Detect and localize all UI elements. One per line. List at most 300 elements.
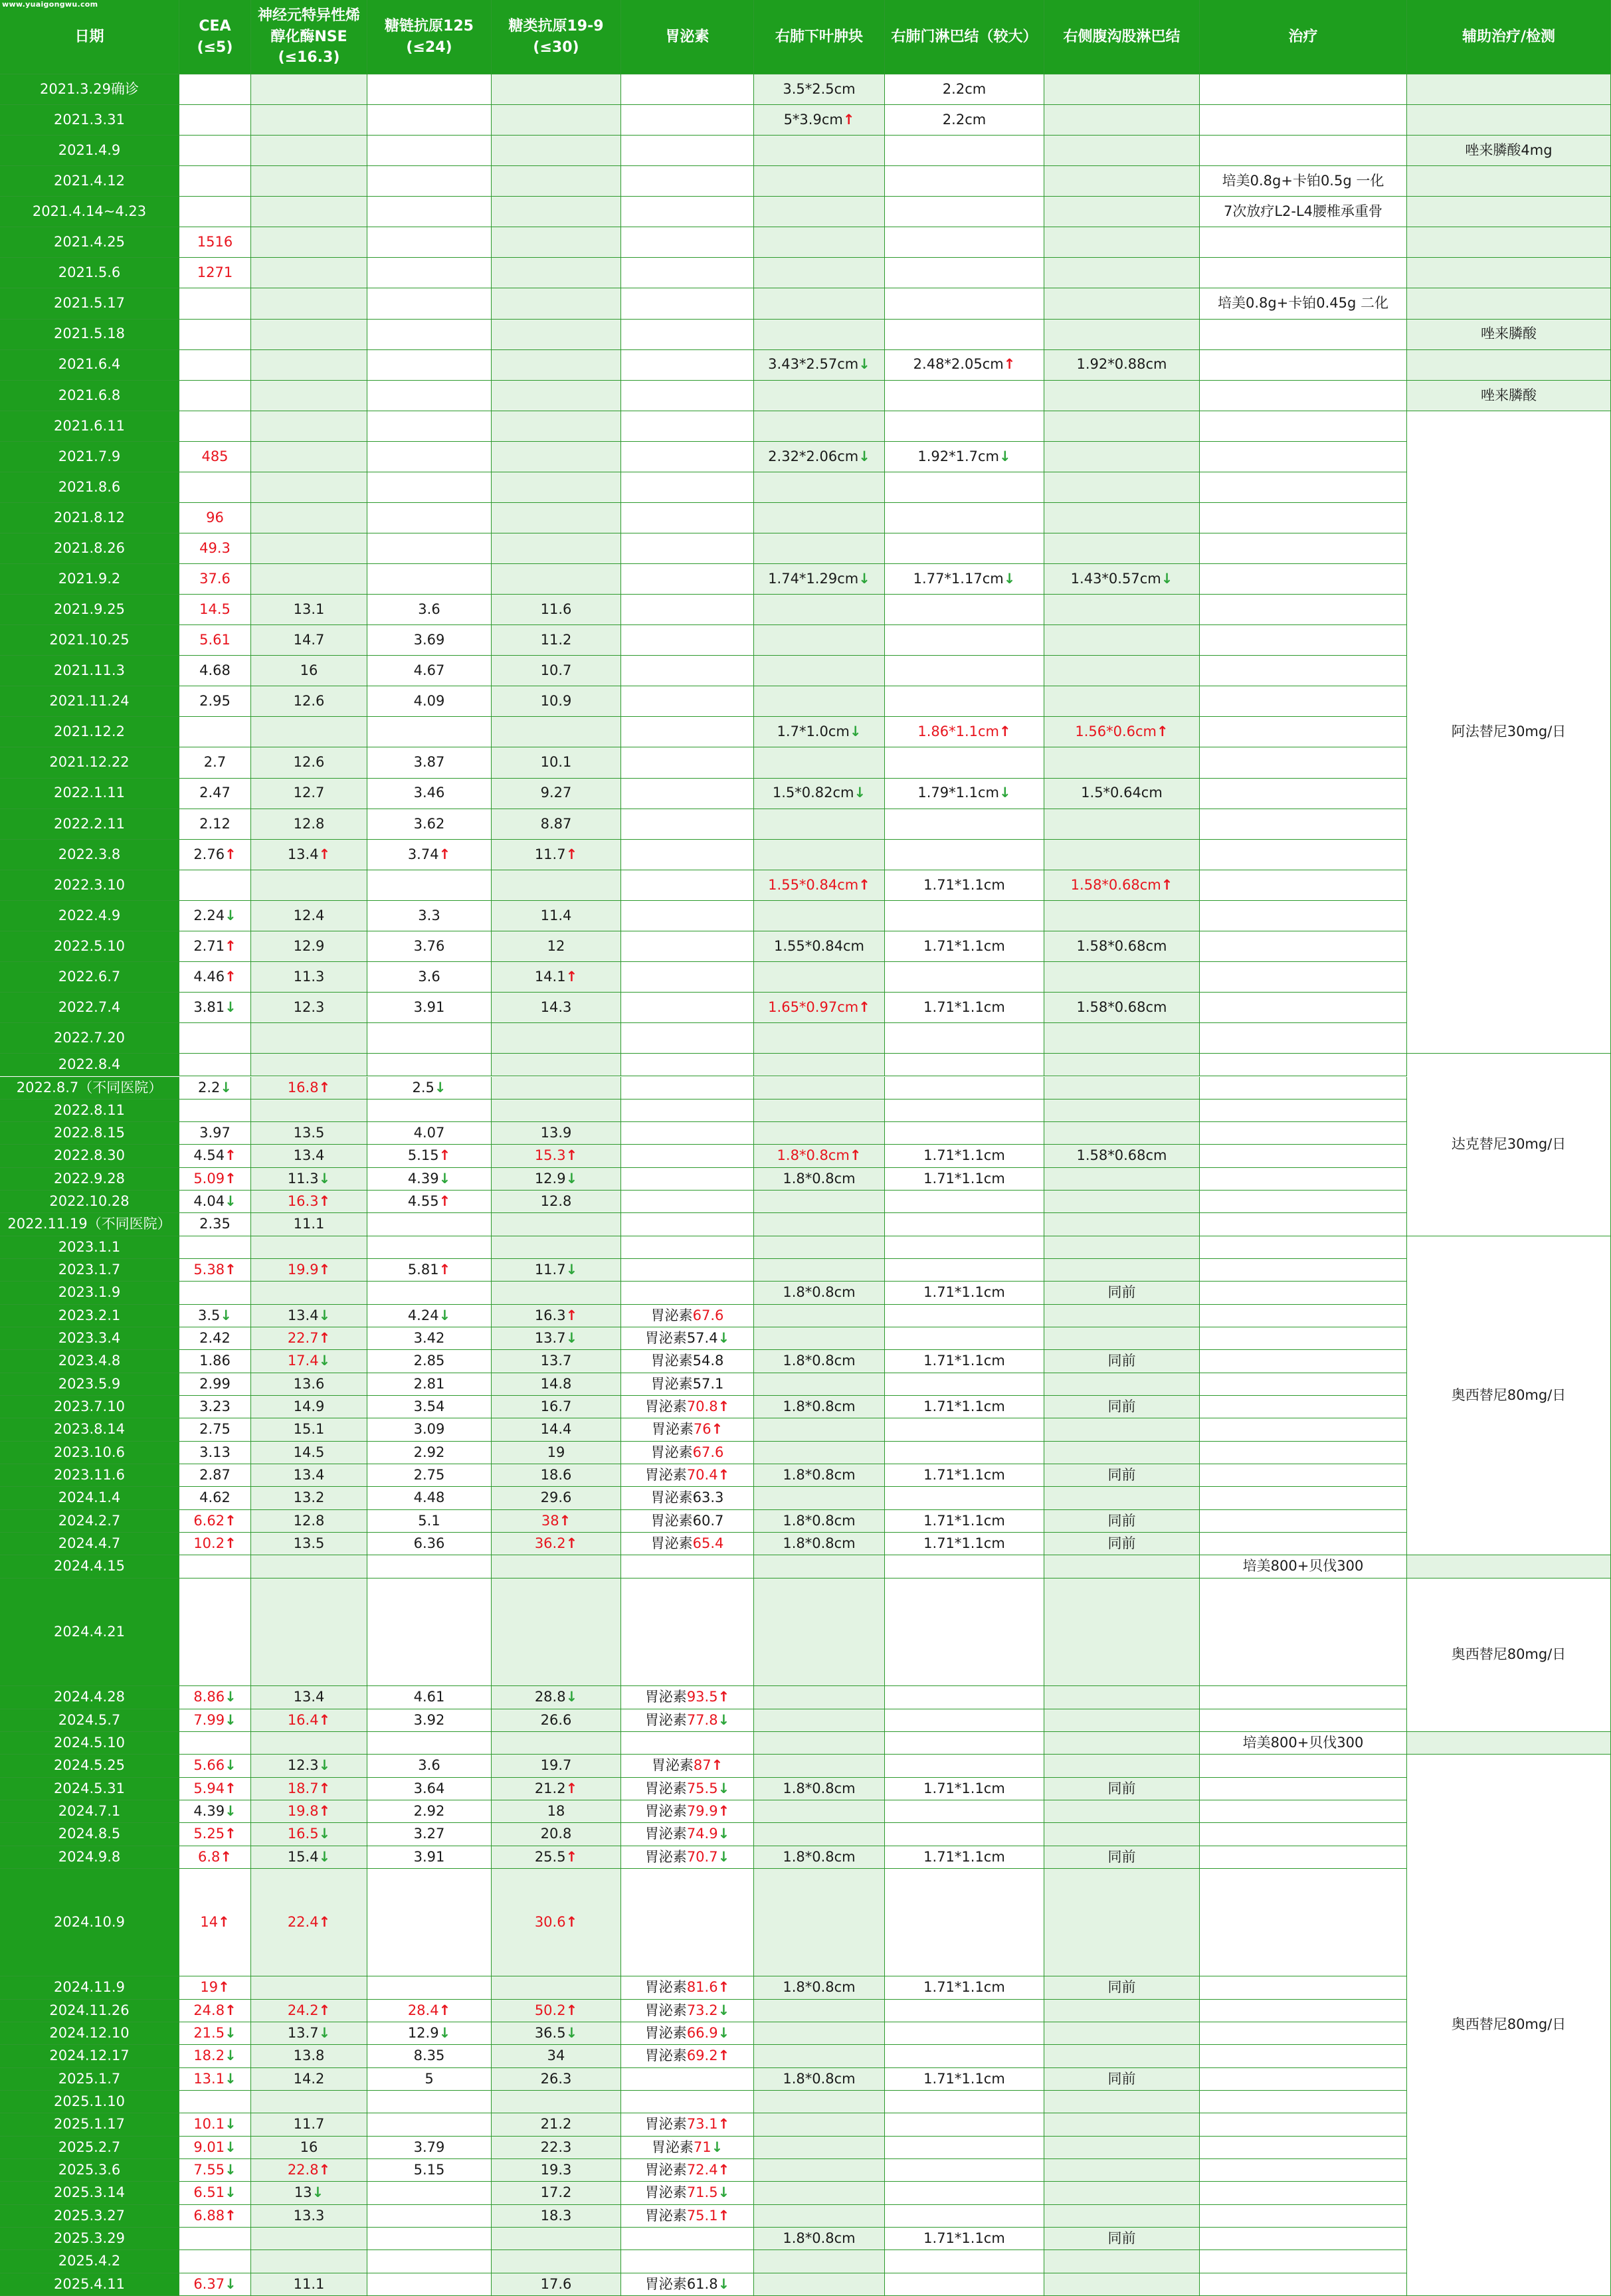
right-inguinal-node-cell: 同前 [1044,1350,1200,1373]
ca199-cell: 18.3 [492,2205,621,2228]
ca199-cell: 14.8 [492,1373,621,1396]
ca199-cell [492,105,621,136]
right-inguinal-node-cell [1044,1686,1200,1709]
treatment-cell [1200,1168,1407,1191]
ca199-cell [492,472,621,503]
right-inguinal-node-cell [1044,503,1200,533]
ca125-cell: 3.27 [367,1823,492,1846]
arrow-down-icon: ↓ [318,1353,331,1369]
nse-cell [251,503,367,533]
gastrin-cell [621,1282,754,1304]
right-inguinal-node-cell [1044,1122,1200,1145]
right-hilar-node-cell [885,901,1044,931]
treatment-cell [1200,2273,1407,2296]
treatment-cell: 培美800+贝伐300 [1200,1732,1407,1755]
ca125-cell [367,1578,492,1687]
nse-cell: 22.4 ↑ [251,1869,367,1977]
right-hilar-node-cell [885,166,1044,197]
right-lower-lobe-mass-cell [754,472,885,503]
date-cell: 2021.11.3 [0,656,179,686]
nse-cell: 19.9 ↑ [251,1259,367,1282]
gastrin-cell: 胃泌素 57.4 ↓ [621,1327,754,1350]
treatment-cell [1200,2068,1407,2091]
right-lower-lobe-mass-cell: 1.8*0.8cm [754,1846,885,1869]
right-hilar-node-cell [885,1755,1044,1777]
ca199-cell [492,258,621,288]
cea-cell: 3.13 [179,1442,251,1464]
ca199-cell: 25.5 ↑ [492,1846,621,1869]
right-inguinal-node-cell: 同前 [1044,2068,1200,2091]
right-hilar-node-cell: 2.2cm [885,74,1044,105]
treatment-cell [1200,2182,1407,2204]
right-hilar-node-cell [885,1236,1044,1259]
treatment-cell [1200,2000,1407,2022]
gastrin-cell [621,2228,754,2250]
gastrin-cell: 胃泌素 67.6 [621,1305,754,1327]
treatment-cell [1200,350,1407,381]
nse-cell: 12.4 [251,901,367,931]
cea-cell: 4.68 [179,656,251,686]
ca199-cell: 14.1 ↑ [492,962,621,993]
cea-cell [179,136,251,166]
date-cell: 2024.11.26 [0,2000,179,2022]
right-inguinal-node-cell [1044,2182,1200,2204]
right-lower-lobe-mass-cell [754,595,885,625]
right-hilar-node-cell [885,1686,1044,1709]
date-cell: 2025.3.14 [0,2182,179,2204]
cea-cell [179,1236,251,1259]
arrow-up-icon: ↑ [858,876,870,893]
ca125-cell [367,381,492,411]
cea-cell: 4.04 ↓ [179,1191,251,1213]
date-cell: 2021.9.2 [0,564,179,595]
arrow-up-icon: ↑ [438,846,451,862]
ca199-cell [492,288,621,319]
right-lower-lobe-mass-cell [754,1823,885,1846]
treatment-cell [1200,1282,1407,1304]
treatment-merged-cell: 奥西替尼80mg/日 [1407,1578,1611,1732]
treatment-cell [1200,1533,1407,1555]
nse-cell: 13.6 [251,1373,367,1396]
date-cell: 2024.10.9 [0,1869,179,1977]
nse-cell: 12.9 [251,931,367,962]
nse-cell: 11.3 ↓ [251,1168,367,1191]
nse-cell: 12.7 [251,779,367,809]
nse-cell: 24.2 ↑ [251,2000,367,2022]
right-hilar-node-cell [885,1305,1044,1327]
ca125-cell: 3.6 [367,1755,492,1777]
date-cell: 2021.4.14~4.23 [0,197,179,227]
arrow-up-icon: ↑ [717,2207,730,2224]
gastrin-cell: 胃泌素 71 ↓ [621,2137,754,2159]
ca199-cell: 19.7 [492,1755,621,1777]
nse-cell [251,381,367,411]
gastrin-cell [621,320,754,350]
arrow-up-icon: ↑ [849,1147,862,1164]
nse-cell: 13.4 ↓ [251,1305,367,1327]
right-inguinal-node-cell [1044,1305,1200,1327]
arrow-down-icon: ↓ [717,2025,730,2042]
cea-cell: 13.1 ↓ [179,2068,251,2091]
nse-cell [251,472,367,503]
arrow-down-icon: ↓ [318,2025,331,2042]
gastrin-cell: 胃泌素 65.4 [621,1533,754,1555]
arrow-up-icon: ↑ [438,1147,451,1164]
gastrin-cell [621,993,754,1023]
right-lower-lobe-mass-cell [754,1755,885,1777]
right-lower-lobe-mass-cell [754,1418,885,1441]
treatment-cell [1200,1686,1407,1709]
nse-cell: 22.8 ↑ [251,2159,367,2182]
right-lower-lobe-mass-cell [754,1555,885,1578]
ca199-cell: 38 ↑ [492,1510,621,1533]
treatment-cell [1200,258,1407,288]
ca125-cell: 3.79 [367,2137,492,2159]
arrow-up-icon: ↑ [565,1307,578,1323]
header-date: 日期 [0,0,179,74]
cea-cell: 4.46 ↑ [179,962,251,993]
cea-cell [179,1732,251,1755]
right-inguinal-node-cell: 1.58*0.68cm ↑ [1044,870,1200,901]
arrow-up-icon: ↑ [225,2002,237,2018]
treatment-cell [1200,1327,1407,1350]
right-hilar-node-cell [885,2182,1044,2204]
gastrin-cell: 胃泌素 73.1 ↑ [621,2113,754,2136]
right-hilar-node-cell: 1.71*1.1cm [885,870,1044,901]
cea-cell: 2.24 ↓ [179,901,251,931]
arrow-up-icon: ↑ [711,1757,723,1774]
ca125-cell: 4.48 [367,1487,492,1509]
ca199-cell: 50.2 ↑ [492,2000,621,2022]
right-hilar-node-cell [885,1578,1044,1687]
right-lower-lobe-mass-cell [754,2182,885,2204]
arrow-down-icon: ↓ [318,1848,331,1865]
arrow-up-icon: ↑ [717,2162,730,2178]
nse-cell [251,870,367,901]
ca199-cell [492,1976,621,1999]
nse-cell [251,74,367,105]
nse-cell: 16.8 ↑ [251,1077,367,1100]
right-lower-lobe-mass-cell [754,136,885,166]
arrow-up-icon: ↑ [318,1780,331,1796]
gastrin-cell [621,931,754,962]
right-hilar-node-cell [885,1023,1044,1054]
ca125-cell [367,442,492,472]
arrow-down-icon: ↓ [717,1848,730,1865]
arrow-down-icon: ↓ [225,2116,237,2133]
date-cell: 2022.9.28 [0,1168,179,1191]
ca199-cell [492,1077,621,1100]
nse-cell [251,1578,367,1687]
arrow-down-icon: ↓ [1161,570,1173,587]
cea-cell: 49.3 [179,533,251,564]
arrow-down-icon: ↓ [438,1307,451,1323]
ca125-cell: 8.35 [367,2045,492,2067]
header-nse: 神经元特异性烯醇化酶NSE (≤16.3) [251,0,367,74]
ca199-cell: 14.3 [492,993,621,1023]
right-inguinal-node-cell [1044,1555,1200,1578]
arrow-up-icon: ↑ [220,1848,232,1865]
date-cell: 2023.2.1 [0,1305,179,1327]
nse-cell [251,1732,367,1755]
right-inguinal-node-cell [1044,320,1200,350]
gastrin-cell [621,1023,754,1054]
ca199-cell [492,1555,621,1578]
ca199-cell: 11.2 [492,625,621,656]
right-inguinal-node-cell [1044,166,1200,197]
ca199-cell [492,74,621,105]
ca199-cell [492,870,621,901]
right-inguinal-node-cell [1044,686,1200,717]
cea-cell: 2.42 [179,1327,251,1350]
nse-cell: 13.7 ↓ [251,2022,367,2045]
date-cell: 2022.8.7（不同医院） [0,1077,179,1100]
arrow-up-icon: ↑ [225,1147,237,1164]
right-inguinal-node-cell [1044,840,1200,870]
treatment-cell [1200,2228,1407,2250]
arrow-down-icon: ↓ [438,2025,451,2042]
right-lower-lobe-mass-cell: 1.8*0.8cm [754,1976,885,1999]
right-inguinal-node-cell [1044,1755,1200,1777]
ca199-cell: 10.1 [492,747,621,778]
arrow-up-icon: ↑ [1161,876,1173,893]
right-hilar-node-cell [885,1869,1044,1977]
ca125-cell [367,1869,492,1977]
right-hilar-node-cell [885,1800,1044,1823]
date-cell: 2025.1.10 [0,2091,179,2113]
gastrin-cell [621,779,754,809]
date-cell: 2022.10.28 [0,1191,179,1213]
cea-cell [179,411,251,442]
right-lower-lobe-mass-cell [754,1578,885,1687]
ca125-cell: 3.3 [367,901,492,931]
treatment-cell: 培美800+贝伐300 [1200,1555,1407,1578]
nse-cell [251,442,367,472]
treatment-cell [1200,2137,1407,2159]
aux-treatment-cell [1407,105,1611,136]
right-inguinal-node-cell [1044,1213,1200,1236]
arrow-up-icon: ↑ [565,1848,578,1865]
gastrin-cell: 胃泌素 70.8 ↑ [621,1396,754,1418]
cea-cell: 485 [179,442,251,472]
gastrin-cell: 胃泌素 63.3 [621,1487,754,1509]
treatment-cell [1200,227,1407,258]
arrow-down-icon: ↓ [225,2162,237,2178]
gastrin-cell [621,1122,754,1145]
date-cell: 2021.8.26 [0,533,179,564]
ca199-cell [492,320,621,350]
cea-cell: 2.2 ↓ [179,1077,251,1100]
cea-cell: 4.54 ↑ [179,1145,251,1167]
aux-treatment-cell [1407,350,1611,381]
ca125-cell: 3.54 [367,1396,492,1418]
gastrin-cell [621,1213,754,1236]
date-cell: 2025.2.7 [0,2137,179,2159]
right-inguinal-node-cell [1044,1823,1200,1846]
gastrin-cell: 胃泌素 57.1 [621,1373,754,1396]
cea-cell [179,381,251,411]
arrow-up-icon: ↑ [225,1535,237,1551]
gastrin-cell: 胃泌素 79.9 ↑ [621,1800,754,1823]
ca199-cell: 9.27 [492,779,621,809]
cea-cell: 21.5 ↓ [179,2022,251,2045]
right-inguinal-node-cell: 同前 [1044,1976,1200,1999]
ca125-cell [367,1282,492,1304]
nse-cell: 13.5 [251,1533,367,1555]
treatment-cell [1200,625,1407,656]
date-cell: 2024.4.15 [0,1555,179,1578]
nse-cell: 14.7 [251,625,367,656]
right-inguinal-node-cell: 1.58*0.68cm [1044,931,1200,962]
right-hilar-node-cell [885,656,1044,686]
ca125-cell [367,2113,492,2136]
right-lower-lobe-mass-cell: 2.32*2.06cm ↓ [754,442,885,472]
arrow-up-icon: ↑ [225,1262,237,1278]
treatment-cell [1200,1373,1407,1396]
right-lower-lobe-mass-cell [754,809,885,840]
treatment-cell [1200,962,1407,993]
cea-cell [179,2250,251,2273]
ca199-cell [492,503,621,533]
date-cell: 2023.1.9 [0,1282,179,1304]
ca125-cell: 2.92 [367,1800,492,1823]
ca125-cell [367,350,492,381]
arrow-up-icon: ↑ [318,2162,331,2178]
right-inguinal-node-cell [1044,747,1200,778]
arrow-up-icon: ↑ [1157,723,1169,740]
ca125-cell [367,2250,492,2273]
ca199-cell: 19.3 [492,2159,621,2182]
right-inguinal-node-cell [1044,105,1200,136]
treatment-cell [1200,74,1407,105]
arrow-down-icon: ↓ [225,1757,237,1774]
right-lower-lobe-mass-cell: 1.8*0.8cm [754,1282,885,1304]
header-ca199: 糖类抗原19-9 (≤30) [492,0,621,74]
ca199-cell: 8.87 [492,809,621,840]
nse-cell [251,320,367,350]
nse-cell: 11.1 [251,2273,367,2296]
ca125-cell [367,105,492,136]
arrow-up-icon: ↑ [318,1262,331,1278]
nse-cell: 15.4 ↓ [251,1846,367,1869]
ca125-cell [367,197,492,227]
aux-treatment-cell [1407,288,1611,319]
treatment-merged-cell: 阿法替尼30mg/日 [1407,411,1611,1054]
right-hilar-node-cell [885,2137,1044,2159]
date-cell: 2023.4.8 [0,1350,179,1373]
date-cell: 2024.11.9 [0,1976,179,1999]
date-cell: 2023.10.6 [0,1442,179,1464]
right-hilar-node-cell [885,258,1044,288]
right-inguinal-node-cell [1044,2113,1200,2136]
gastrin-cell [621,442,754,472]
ca199-cell: 15.3 ↑ [492,1145,621,1167]
nse-cell [251,1054,367,1076]
cea-cell: 2.12 [179,809,251,840]
cea-cell: 3.97 [179,1122,251,1145]
date-cell: 2022.8.15 [0,1122,179,1145]
aux-treatment-cell: 唑来膦酸 [1407,320,1611,350]
gastrin-cell [621,2250,754,2273]
right-hilar-node-cell: 1.71*1.1cm [885,1168,1044,1191]
date-cell: 2025.4.11 [0,2273,179,2296]
treatment-cell [1200,1487,1407,1509]
ca199-cell: 19 [492,1442,621,1464]
ca125-cell: 5 [367,2068,492,2091]
cea-cell: 6.37 ↓ [179,2273,251,2296]
date-cell: 2024.4.21 [0,1578,179,1687]
cea-cell: 8.86 ↓ [179,1686,251,1709]
right-inguinal-node-cell [1044,411,1200,442]
right-lower-lobe-mass-cell: 1.8*0.8cm [754,1510,885,1533]
arrow-up-icon: ↑ [717,1398,730,1415]
right-inguinal-node-cell: 1.43*0.57cm ↓ [1044,564,1200,595]
right-lower-lobe-mass-cell: 5*3.9cm ↑ [754,105,885,136]
gastrin-cell [621,74,754,105]
arrow-up-icon: ↑ [438,1262,451,1278]
ca125-cell: 3.76 [367,931,492,962]
cea-cell [179,197,251,227]
gastrin-cell: 胃泌素 73.2 ↓ [621,2000,754,2022]
date-cell: 2024.4.7 [0,1533,179,1555]
ca199-cell: 34 [492,2045,621,2067]
date-cell: 2024.12.17 [0,2045,179,2067]
date-cell: 2023.8.14 [0,1418,179,1441]
arrow-up-icon: ↑ [225,2207,237,2224]
ca125-cell: 5.15 ↑ [367,1145,492,1167]
arrow-down-icon: ↓ [225,1711,237,1728]
date-cell: 2025.3.6 [0,2159,179,2182]
arrow-up-icon: ↑ [565,846,578,862]
right-inguinal-node-cell [1044,1259,1200,1282]
ca125-cell [367,2228,492,2250]
date-cell: 2022.7.20 [0,1023,179,1054]
right-lower-lobe-mass-cell [754,1191,885,1213]
gastrin-cell [621,533,754,564]
nse-cell: 16 [251,2137,367,2159]
right-inguinal-node-cell [1044,1578,1200,1687]
gastrin-cell [621,595,754,625]
treatment-cell: 培美0.8g+卡铂0.5g 一化 [1200,166,1407,197]
treatment-cell [1200,1236,1407,1259]
right-lower-lobe-mass-cell: 1.5*0.82cm ↓ [754,779,885,809]
treatment-cell [1200,1800,1407,1823]
treatment-cell [1200,1077,1407,1100]
date-cell: 2023.1.1 [0,1236,179,1259]
right-inguinal-node-cell [1044,1487,1200,1509]
treatment-cell [1200,779,1407,809]
date-cell: 2021.4.12 [0,166,179,197]
date-cell: 2021.6.4 [0,350,179,381]
right-hilar-node-cell: 1.71*1.1cm [885,1510,1044,1533]
ca199-cell: 20.8 [492,1823,621,1846]
nse-cell [251,2228,367,2250]
right-hilar-node-cell [885,809,1044,840]
nse-cell: 13.4 ↑ [251,840,367,870]
date-cell: 2021.8.6 [0,472,179,503]
nse-cell [251,288,367,319]
right-lower-lobe-mass-cell [754,1213,885,1236]
nse-cell [251,717,367,747]
treatment-cell [1200,747,1407,778]
arrow-up-icon: ↑ [717,1467,730,1483]
treatment-cell [1200,809,1407,840]
ca125-cell: 4.39 ↓ [367,1168,492,1191]
right-inguinal-node-cell [1044,1800,1200,1823]
nse-cell [251,411,367,442]
ca125-cell: 2.85 [367,1350,492,1373]
ca199-cell [492,2228,621,2250]
